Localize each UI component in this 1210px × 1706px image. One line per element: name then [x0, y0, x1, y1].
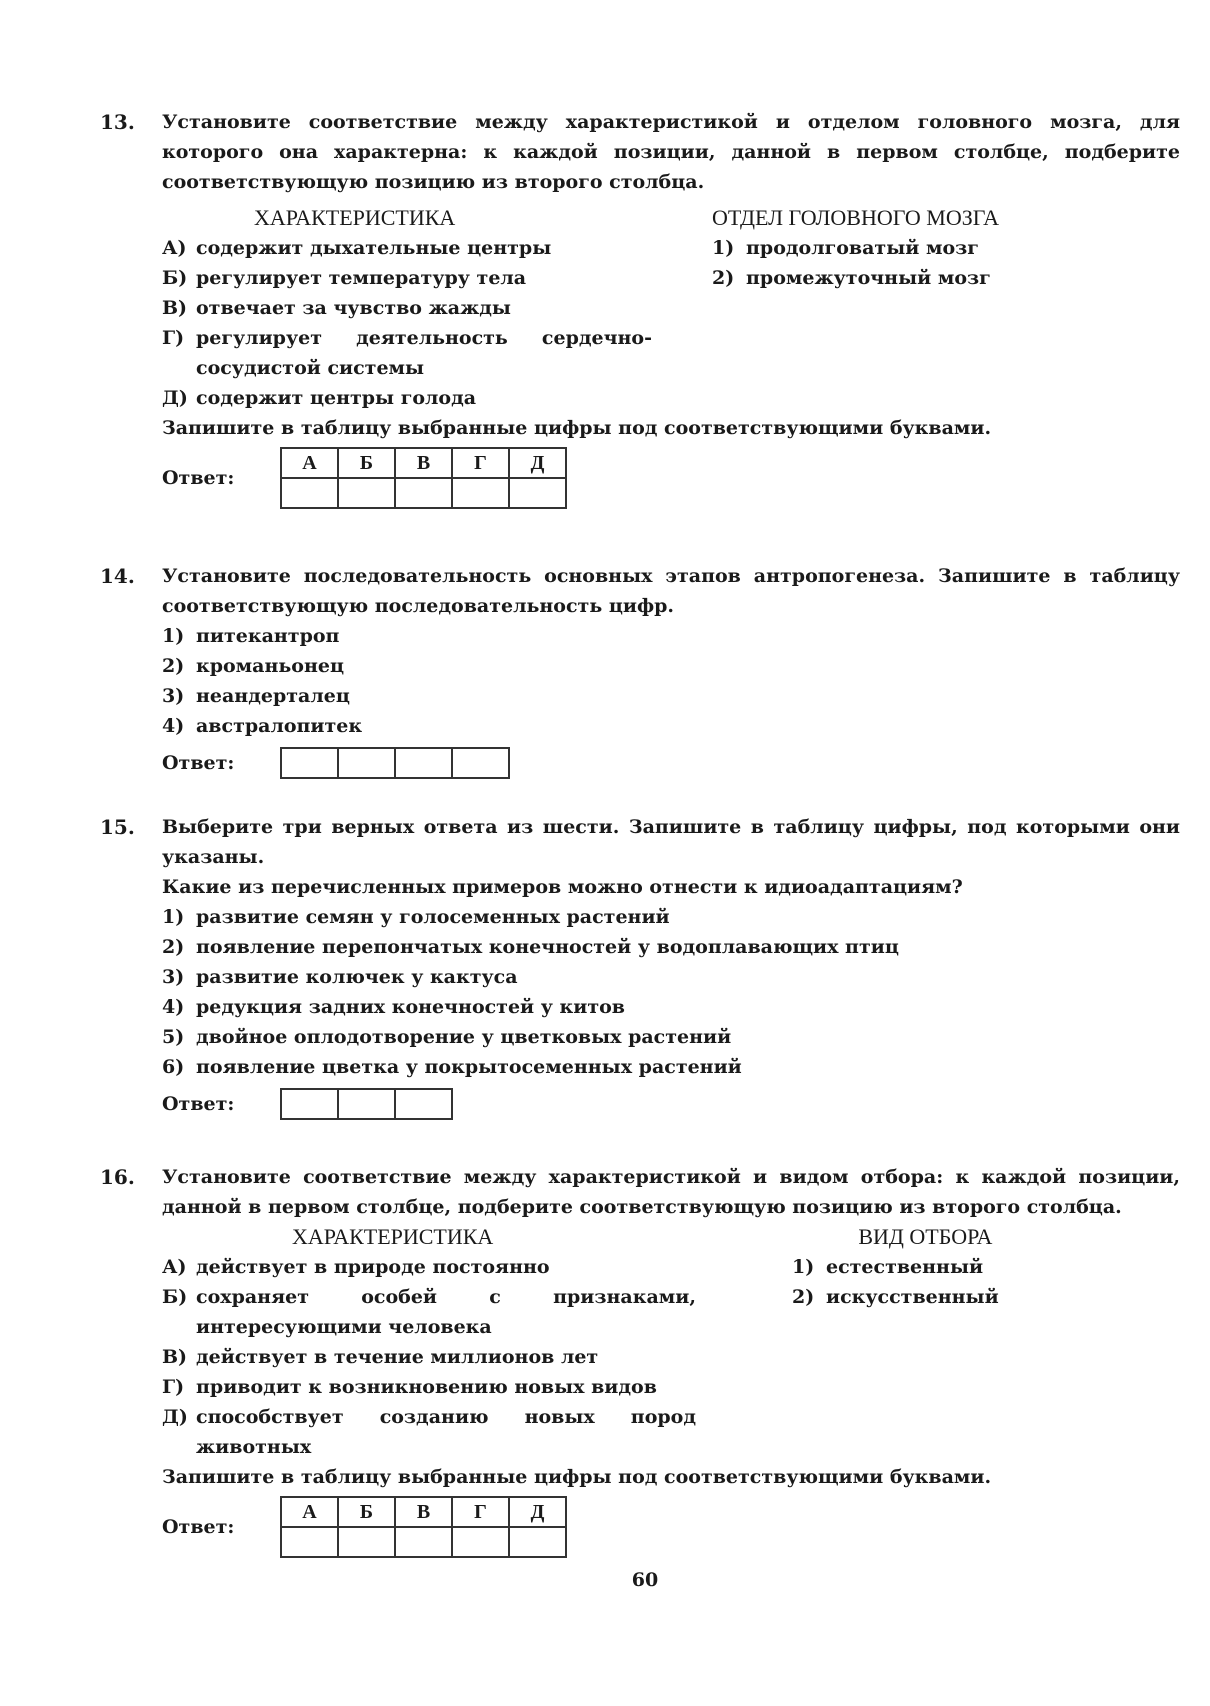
answer-label: Ответ: [162, 467, 235, 489]
question-16 [100, 1162, 1180, 1558]
list-item: 5) двойное оплодотворение у цветковых растений [162, 1026, 732, 1048]
list-item: А) содержит дыхательные центры [162, 237, 552, 259]
list-item: Г) регулирует деятельность сердечно-сосудистой системы [162, 327, 652, 379]
answer-table [280, 1088, 453, 1120]
answer-cell[interactable] [338, 748, 395, 778]
column-heading-left: ХАРАКТЕРИСТИКА [292, 1224, 494, 1249]
instruction: Запишите в таблицу выбранные цифры под соответствующими буквами. [162, 417, 992, 439]
answer-letter: Г [452, 448, 509, 478]
answer-cell[interactable] [452, 1527, 509, 1557]
question-number: 13. [100, 110, 135, 134]
list-item: 6) появление цветка у покрытосеменных растений [162, 1056, 742, 1078]
answer-letter: Д [509, 448, 566, 478]
answer-letter: Б [338, 448, 395, 478]
list-item: 2) появление перепончатых конечностей у водоплавающих птиц [162, 936, 899, 958]
list-item: В) действует в течение миллионов лет [162, 1346, 599, 1368]
question-number: 15. [100, 815, 135, 839]
answer-cell[interactable] [281, 1527, 338, 1557]
answer-letter: А [281, 1497, 338, 1527]
answer-cell[interactable] [338, 1527, 395, 1557]
list-item: 2) кроманьонец [162, 655, 345, 677]
column-heading-left: ХАРАКТЕРИСТИКА [254, 205, 456, 230]
list-item: 3) неандерталец [162, 685, 350, 707]
answer-cell[interactable] [395, 1527, 452, 1557]
answer-table [280, 1496, 567, 1558]
list-item: 4) редукция задних конечностей у китов [162, 996, 625, 1018]
answer-label: Ответ: [162, 1516, 235, 1538]
list-item: 3) развитие колючек у кактуса [162, 966, 518, 988]
answer-cell[interactable] [452, 748, 509, 778]
list-item: Б) регулирует температуру тела [162, 267, 527, 289]
question-15 [100, 812, 1180, 1120]
column-heading-right: ВИД ОТБОРА [858, 1224, 993, 1249]
question-intro: Установите последовательность основных этапов антропогенеза. Запишите в таблицу соответствующую последовательность цифр. [162, 565, 1180, 617]
list-item: 1) естественный [792, 1256, 984, 1278]
answer-cell[interactable] [338, 478, 395, 508]
answer-cell[interactable] [395, 478, 452, 508]
answer-table [280, 447, 567, 509]
answer-cell[interactable] [452, 478, 509, 508]
answer-cell[interactable] [281, 748, 338, 778]
instruction: Запишите в таблицу выбранные цифры под соответствующими буквами. [162, 1466, 992, 1488]
question-intro: Установите соответствие между характеристикой и отделом головного мозга, для которого она характерна: к каждой позиции, данной в первом столбце, подберите соответствующую позицию из второго столбца. [162, 111, 1180, 193]
list-item: Г) приводит к возникновению новых видов [162, 1376, 657, 1398]
list-item: Д) содержит центры голода [162, 387, 477, 409]
question-13 [100, 107, 1180, 509]
answer-cell[interactable] [509, 1527, 566, 1557]
question-14 [100, 561, 1180, 779]
answer-label: Ответ: [162, 1093, 235, 1115]
list-item: В) отвечает за чувство жажды [162, 297, 511, 319]
question-intro: Выберите три верных ответа из шести. Запишите в таблицу цифры, под которыми они указаны. [162, 816, 1180, 868]
answer-letter: В [395, 448, 452, 478]
list-item: Д) способствует созданию новых пород животных [162, 1406, 696, 1458]
question-intro: Установите соответствие между характеристикой и видом отбора: к каждой позиции, данной в первом столбце, подберите соответствующую позицию из второго столбца. [162, 1166, 1180, 1218]
answer-cell[interactable] [281, 478, 338, 508]
list-item: 2) искусственный [792, 1286, 999, 1308]
question-number: 14. [100, 564, 135, 588]
question-text: Какие из перечисленных примеров можно отнести к идиоадаптациям? [162, 876, 963, 898]
answer-letter: Б [338, 1497, 395, 1527]
answer-table [280, 747, 510, 779]
list-item: 4) австралопитек [162, 715, 363, 737]
answer-cell[interactable] [395, 748, 452, 778]
list-item: 1) продолговатый мозг [712, 237, 979, 259]
answer-cell[interactable] [338, 1089, 395, 1119]
column-heading-right: ОТДЕЛ ГОЛОВНОГО МОЗГА [712, 205, 999, 230]
list-item: 1) развитие семян у голосеменных растений [162, 906, 670, 928]
answer-label: Ответ: [162, 752, 235, 774]
list-item: А) действует в природе постоянно [162, 1256, 550, 1278]
list-item: 1) питекантроп [162, 625, 340, 647]
page-number: 60 [631, 1569, 659, 1591]
list-item: 2) промежуточный мозг [712, 267, 991, 289]
answer-cell[interactable] [509, 478, 566, 508]
answer-letter: Г [452, 1497, 509, 1527]
question-number: 16. [100, 1165, 135, 1189]
answer-cell[interactable] [395, 1089, 452, 1119]
answer-letter: Д [509, 1497, 566, 1527]
answer-letter: В [395, 1497, 452, 1527]
answer-letter: А [281, 448, 338, 478]
list-item: Б) сохраняет особей с признаками, интересующими человека [162, 1286, 696, 1338]
answer-cell[interactable] [281, 1089, 338, 1119]
